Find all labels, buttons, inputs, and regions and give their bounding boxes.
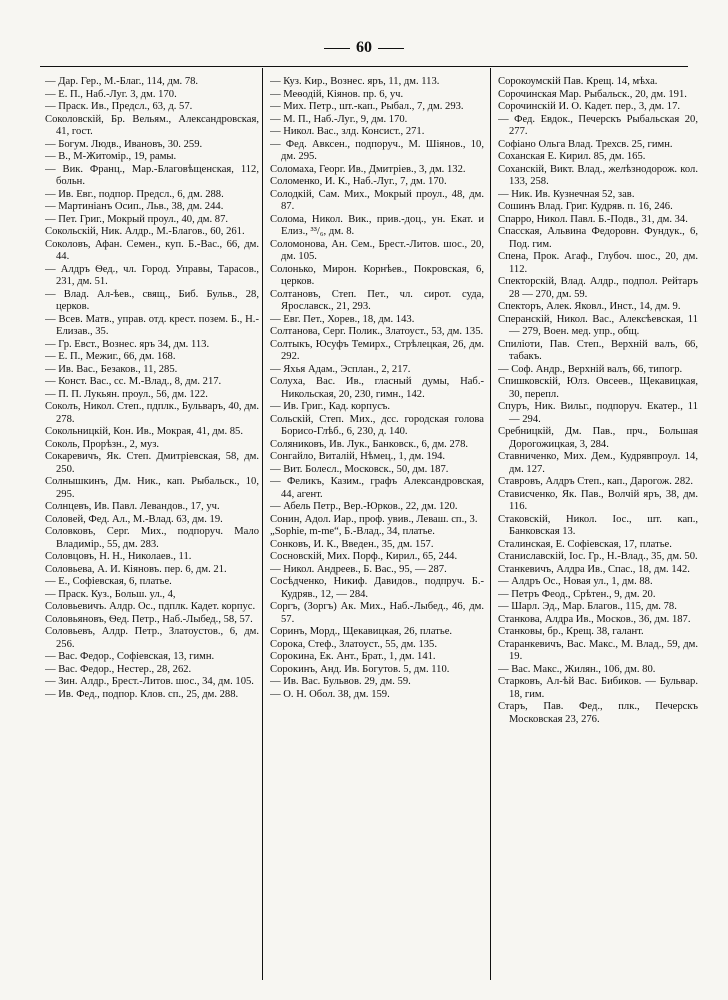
directory-entry: — Алдръ Ос., Новая ул., 1, дм. 88. [498, 576, 653, 587]
directory-entry: Соловьевъ, Алдр. Петр., Златоустов., 6, дм. 256. [45, 626, 259, 650]
directory-entry: Солома, Никол. Вик., прив.-доц., ун. Екат. и Елиз., ³³/₆, дм. 8. [270, 213, 484, 237]
directory-entry: Сорокина, Ек. Ант., Брат., 1, дм. 141. [270, 651, 436, 662]
directory-entry: — Вик. Франц., Мар.-Благовѣщенская, 112, больн. [45, 163, 259, 187]
directory-entry: — Влад. Ал-ѣев., свящ., Биб. Бульв., 28, церков. [45, 288, 259, 312]
directory-entry: — Яхья Адам., Эсплан., 2, 217. [270, 363, 411, 375]
directory-entry: Станиславскій, Іос. Гр., Н.-Влад., 35, дм. 50. [498, 551, 698, 562]
directory-entry: — Мих. Петр., шт.-кап., Рыбал., 7, дм. 293. [270, 101, 464, 112]
directory-entry: — Вас. Макс., Жилян., 106, дм. 80. [498, 663, 656, 675]
directory-entry: — Вас. Федор., Софіевская, 13, гимн. [45, 651, 215, 662]
directory-entry: — Конст. Вас., сс. М.-Влад., 8, дм. 217. [45, 376, 222, 387]
directory-entry: — Пет. Григ., Мокрый проул., 40, дм. 87. [45, 213, 229, 225]
directory-entry: Сокольницкій, Кон. Ив., Мокрая, 41, дм. 85. [45, 426, 244, 437]
header-dash-left [324, 48, 350, 49]
directory-entry: Сперанскій, Никол. Вас., Алексѣевская, 11 — 279, Воен. мед. упр., общ. [498, 313, 698, 337]
directory-entry: — Праск. Ив., Предсл., 63, д. 57. [45, 101, 193, 112]
directory-entry: — Е. П., Межиг., 66, дм. 168. [45, 351, 176, 362]
directory-entry: — Ив. Вас. Бульвов. 29, дм. 59. [270, 676, 411, 687]
directory-entry: Соловьева, А. И. Кіяновъ. пер. 6, дм. 21. [45, 563, 227, 575]
directory-entry: — Никол. Андреев., Б. Вас., 95, — 287. [270, 563, 447, 575]
directory-entry: Соляниковъ, Ив. Лук., Банковск., 6, дм. 278. [270, 438, 469, 450]
directory-entry: Соколъ, Никол. Степ., пдплк., Бульваръ, 40, дм. 278. [45, 401, 259, 425]
directory-entry: Соломонова, Ан. Сем., Брест.-Литов. шос., 20, дм. 105. [270, 238, 484, 262]
directory-entry: Соломаха, Георг. Ив., Дмитріев., 3, дм. 132. [270, 163, 466, 175]
directory-entry: Стависченко, Як. Пав., Волчій яръ, 38, дм. 116. [498, 488, 698, 512]
directory-entry: Сорочинскій И. О. Кадет. пер., 3, дм. 17. [498, 101, 681, 112]
directory-entry: Сорокоумскій Пав. Крещ. 14, мѣха. [498, 76, 658, 87]
directory-entry: Солонько, Мирон. Корнѣев., Покровская, 6, церков. [270, 263, 484, 287]
directory-entry: — Мартиніанъ Осип., Льв., 38, дм. 244. [45, 201, 224, 212]
directory-entry: Спуръ, Ник. Вильг., подпоруч. Екатер., 11 — 294. [498, 401, 698, 425]
directory-entry: Сребницкій, Дм. Пав., прч., Большая Дорогожицкая, 3, 284. [498, 426, 698, 450]
directory-entry: Соколовскій, Бр. Вельям., Александровская, 41, гост. [45, 113, 259, 137]
directory-entry: — Фед. Авксен., подпоруч., М. Шіянов., 10, дм. 295. [270, 138, 484, 162]
directory-entry: — Е., Софіевская, 6, платье. [45, 576, 172, 587]
page-number: 60 [356, 39, 372, 56]
directory-entry: Сосѣдченко, Никиф. Давидов., подпруч. Б.-Кудряв., 12, — 284. [270, 576, 484, 600]
directory-entry: — Ив. Фед., подпор. Клов. сп., 25, дм. 288. [45, 688, 239, 700]
directory-entry: Соханская Е. Кирил. 85, дм. 165. [498, 151, 646, 162]
directory-entry: Сокольскій, Ник. Алдр., М.-Благов., 60, 261. [45, 226, 245, 237]
directory-entry: Солнышкинъ, Дм. Ник., кап. Рыбальск., 10, 295. [45, 476, 259, 500]
directory-entry: Солуха, Вас. Ив., гласный думы, Наб.-Никольская, 20, 230, гимн., 142. [270, 376, 484, 400]
directory-entry: Софіано Ольга Влад. Трехсв. 25, гимн. [498, 138, 673, 150]
directory-entry: — П. П. Лукьян. проул., 56, дм. 122. [45, 388, 208, 400]
directory-column-2 [270, 76, 484, 701]
header-dash-right [378, 48, 404, 49]
page-header [0, 38, 728, 58]
directory-entry: — Ник. Ив. Кузнечная 52, зав. [498, 188, 635, 200]
directory-entry: — Ив. Григ., Кад. корпусъ. [270, 401, 391, 412]
directory-entry: Спекторскій, Влад. Алдр., подпол. Рейтаръ 28 — 270, дм. 59. [498, 276, 698, 300]
directory-entry: — Абель Петр., Вер.-Юрков., 22, дм. 120. [270, 501, 458, 512]
directory-entry: Старъ, Пав. Фед., плк., Печерскъ Московская 23, 276. [498, 701, 698, 725]
directory-entry: — Дар. Гер., М.-Благ., 114, дм. 78. [45, 76, 199, 87]
directory-entry: Спекторъ, Алек. Яковл., Инст., 14, дм. 9. [498, 301, 681, 312]
directory-entry: Сольскій, Степ. Мих., дсс. городская голова Борисо-Глѣб., 6, 230, д. 140. [270, 413, 484, 437]
directory-entry: Старанкевичъ, Вас. Макс., М. Влад., 59, дм. 19. [498, 638, 698, 662]
directory-entry: Соловцовъ, Н. Н., Николаев., 11. [45, 551, 192, 562]
directory-entry: — Соф. Андр., Верхній валъ, 66, типогр. [498, 363, 683, 375]
directory-entry: Спасская, Альвина Федоровн. Фундук., 6, Под. гим. [498, 226, 698, 250]
directory-entry: — Петръ Феод., Срѣтен., 9, дм. 20. [498, 588, 656, 600]
directory-entry: — Ив. Вас., Безаков., 11, 285. [45, 363, 178, 375]
directory-entry: Ставровъ, Алдръ Степ., кап., Дарогож. 282. [498, 476, 694, 487]
directory-entry: Солтанова, Серг. Полик., Златоуст., 53, дм. 135. [270, 326, 484, 337]
directory-entry: — Никол. Вас., злд. Консист., 271. [270, 126, 425, 137]
directory-entry: — Ив. Евг., подпор. Предсл., 6, дм. 288. [45, 188, 224, 200]
column-divider-2 [490, 68, 491, 980]
directory-column-1 [45, 76, 259, 701]
directory-entry: — Евг. Пет., Хорев., 18, дм. 143. [270, 313, 415, 325]
directory-entry: — Праск. Куз., Больш. ул., 4, [45, 588, 176, 600]
header-rule [40, 66, 688, 67]
directory-entry: Соринъ, Морд., Щекавицкая, 26, платье. [270, 626, 453, 637]
directory-entry: Спишковскій, Юлз. Овсеев., Щекавицкая, 30, перепл. [498, 376, 698, 400]
directory-entry: „Sophie, m-me“, Б.-Влад., 34, платье. [270, 526, 435, 537]
directory-entry: Солтановъ, Степ. Пет., чл. сирот. суда, Ярославск., 21, 293. [270, 288, 484, 312]
directory-entry: Соломенко, И. К., Наб.-Луг., 7, дм. 170. [270, 176, 447, 187]
directory-entry: Станкова, Алдра Ив., Москов., 36, дм. 187. [498, 613, 691, 625]
directory-entry: — Всев. Матв., управ. отд. крест. позем. Б., Н.-Елизав., 35. [45, 313, 259, 337]
directory-entry: Сорочинская Мар. Рыбальск., 20, дм. 191. [498, 88, 687, 100]
directory-entry: Станковы, бр., Крещ. 38, галант. [498, 626, 644, 637]
directory-entry: Сосновскій, Мих. Порф., Кирил., 65, 244. [270, 551, 458, 562]
directory-entry: Сонковъ, И. К., Введен., 35, дм. 157. [270, 538, 434, 550]
directory-entry: Соколь, Прорѣзн., 2, муз. [45, 438, 160, 450]
directory-entry: — Шарл. Эд., Мар. Благов., 115, дм. 78. [498, 601, 677, 612]
directory-entry: Спарро, Никол. Павл. Б.-Подв., 31, дм. 34. [498, 213, 688, 225]
directory-entry: Сталинская, Е. Софіевская, 17, платье. [498, 538, 672, 550]
column-divider-1 [262, 68, 263, 980]
directory-entry: — Меѳодій, Кіянов. пр. 6, уч. [270, 88, 404, 100]
directory-entry: Соловьевичъ. Алдр. Ос., пдплк. Кадет. корпус. [45, 601, 256, 612]
directory-entry: Сонин, Адол. Иар., проф. увив., Леваш. сп., 3. [270, 513, 478, 525]
directory-entry: Спена, Прок. Агаф., Глубоч. шос., 20, дм. 112. [498, 251, 698, 275]
directory-entry: Соргъ, (Зоргъ) Ак. Мих., Наб.-Лыбед., 46, дм. 57. [270, 601, 484, 625]
directory-entry: — Зин. Алдр., Брест.-Литов. шос., 34, дм. 105. [45, 676, 254, 687]
directory-entry: Сорока, Стеф., Златоуст., 55, дм. 135. [270, 638, 438, 650]
directory-entry: Сокаревичъ, Як. Степ. Дмитріевская, 58, дм. 250. [45, 451, 259, 475]
directory-entry: — В., М-Житомір., 19, рамы. [45, 151, 177, 162]
directory-entry: Ставниченко, Мих. Дем., Кудрявпроул. 14, дм. 127. [498, 451, 698, 475]
directory-entry: — Куз. Кир., Вознес. яръ, 11, дм. 113. [270, 76, 440, 87]
directory-entry: — Алдръ Ѳед., чл. Город. Управы, Тарасов., 231, дм. 51. [45, 263, 259, 287]
directory-entry: — Гр. Евст., Вознес. яръ 34, дм. 113. [45, 338, 210, 350]
directory-entry: Соханскій, Викт. Влад., желѣзнодорож. кол. 133, 258. [498, 163, 698, 187]
directory-entry: Сорокинъ, Анд. Ив. Богутов. 5, дм. 110. [270, 663, 450, 675]
directory-entry: Солтыкъ, Юсуфъ Темирх., Стрѣлецкая, 26, дм. 292. [270, 338, 484, 362]
directory-entry: Стаковскій, Никол. Іос., шт. кап., Банковская 13. [498, 513, 698, 537]
directory-entry: Солнцевъ, Ив. Павл. Левандов., 17, уч. [45, 501, 220, 512]
directory-entry: Соловей, Фед. Ал., М.-Влад. 63, дм. 19. [45, 513, 223, 525]
directory-entry: Соловковъ, Серг. Мих., подпоруч. Мало Владимір., 55, дм. 283. [45, 526, 259, 550]
directory-entry: Соловьяновъ, Ѳед. Петр., Наб.-Лыбед., 58, 57. [45, 613, 253, 625]
directory-entry: Сонгайло, Виталій, Нѣмец., 1, дм. 194. [270, 451, 446, 462]
directory-entry: — О. Н. Обол. 38, дм. 159. [270, 688, 390, 700]
directory-entry: — Вас. Федор., Нестер., 28, 262. [45, 663, 192, 675]
directory-entry: Станкевичъ, Алдра Ив., Спас., 18, дм. 142. [498, 563, 690, 575]
directory-entry: Солодкій, Сам. Мих., Мокрый проул., 48, дм. 87. [270, 188, 484, 212]
directory-column-3 [498, 76, 698, 726]
directory-entry: Старковъ, Ал-ѣй Вас. Бибиков. — Бульвар. 18, гим. [498, 676, 698, 700]
directory-entry: — М. П., Наб.-Луг., 9, дм. 170. [270, 113, 408, 125]
directory-entry: Соколовъ, Афан. Семен., куп. Б.-Вас., 66, дм. 44. [45, 238, 259, 262]
directory-entry: — Богум. Людв., Ивановъ, 30. 259. [45, 138, 203, 150]
directory-entry: — Фед. Евдок., Печерскъ Рыбальская 20, 277. [498, 113, 698, 137]
directory-entry: — Феликъ, Казим., графъ Александровская, 44, агент. [270, 476, 484, 500]
directory-entry: Спиліоти, Пав. Степ., Верхній валъ, 66, табакъ. [498, 338, 698, 362]
directory-entry: — Е. П., Наб.-Луг. 3, дм. 170. [45, 88, 177, 100]
directory-entry: — Вит. Болесл., Московск., 50, дм. 187. [270, 463, 449, 475]
directory-entry: Сошинъ Влад. Григ. Кудряв. п. 16, 246. [498, 201, 673, 212]
